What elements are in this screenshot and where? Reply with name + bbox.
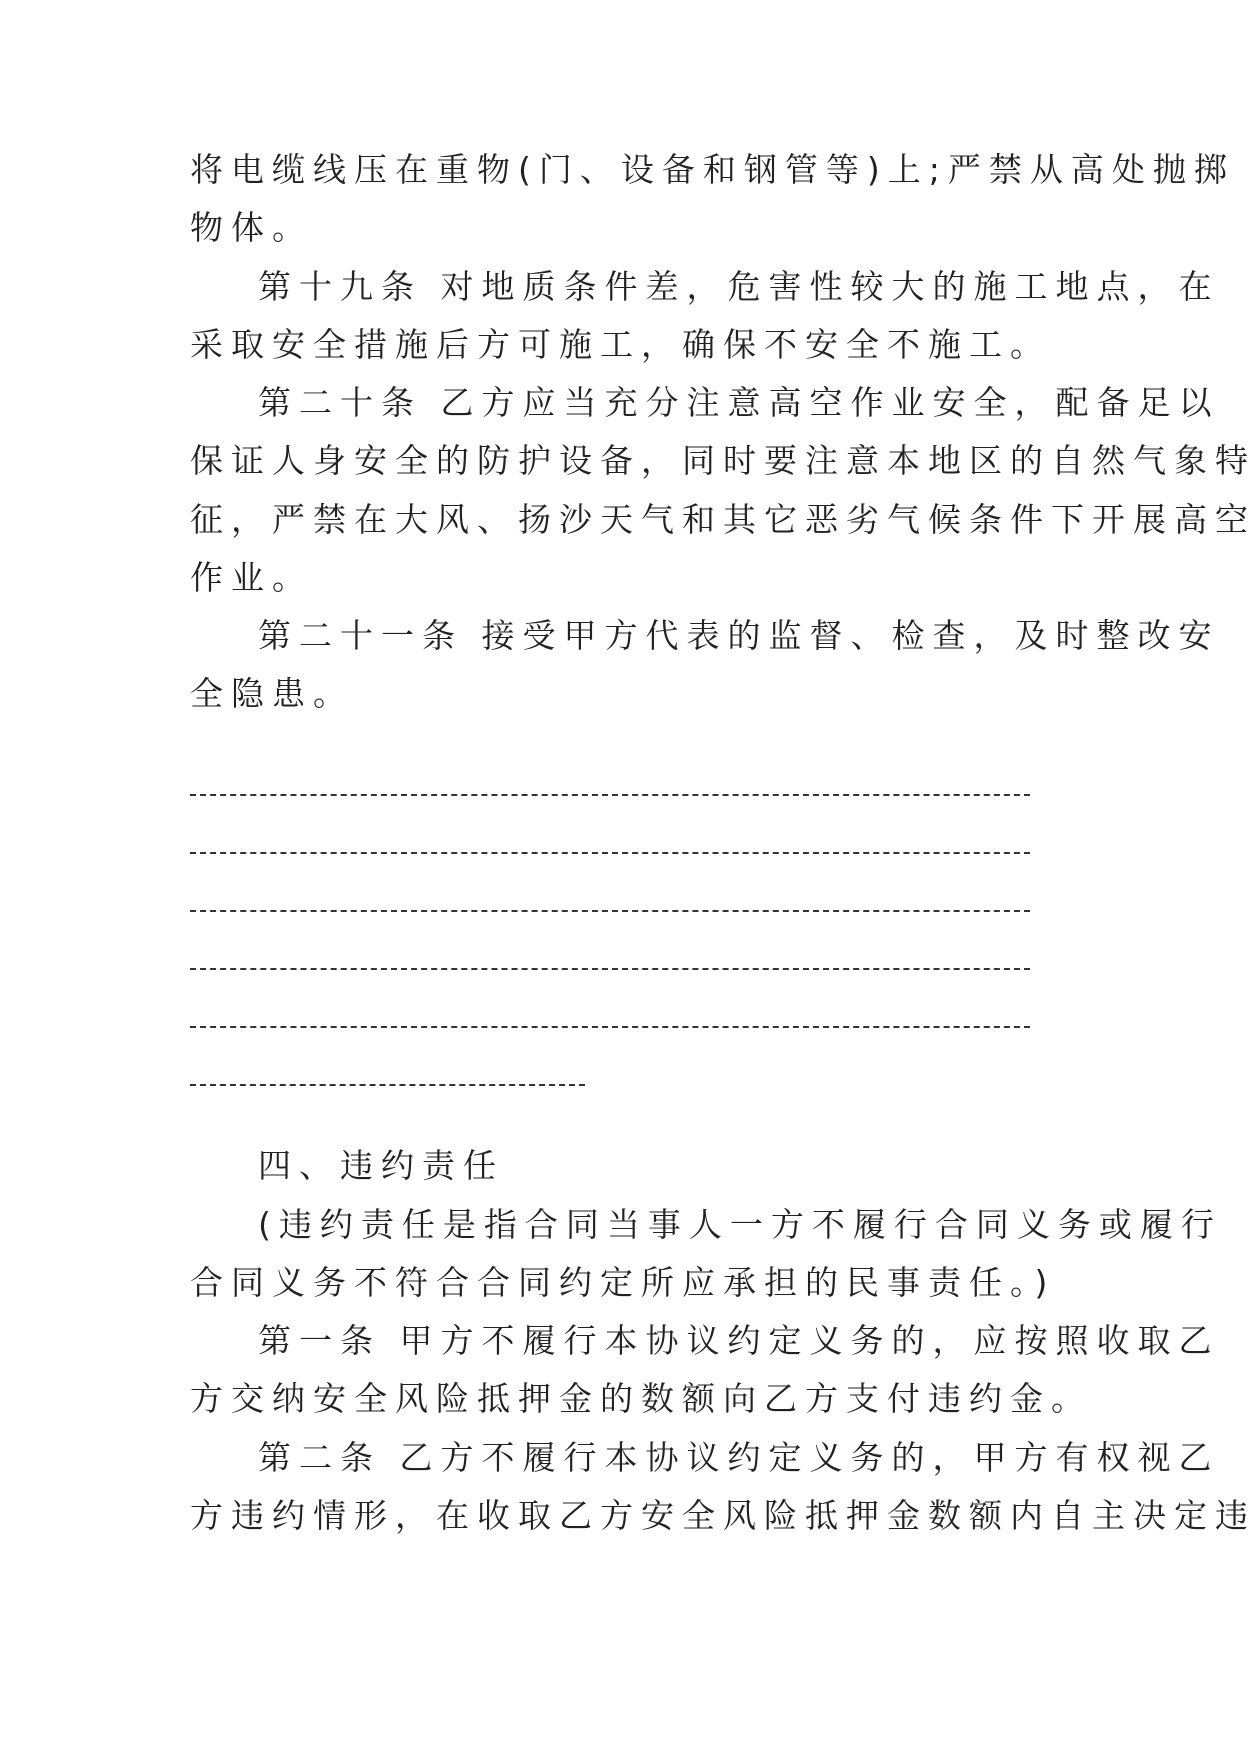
body-line: 采取安全措施后方可施工，确保不安全不施工。: [190, 325, 1051, 364]
body-line: 作业。: [190, 558, 313, 597]
body-line: 将电缆线压在重物(门、设备和钢管等)上;严禁从高处抛掷: [190, 150, 1235, 189]
blank-rule: [190, 794, 1030, 796]
article-2-line: 第二条 乙方不履行本协议约定义务的，甲方有权视乙: [258, 1438, 1220, 1477]
body-line: 方违约情形，在收取乙方安全风险抵押金数额内自主决定违: [190, 1496, 1256, 1535]
article-1-line: 第一条 甲方不履行本协议约定义务的，应按照收取乙: [258, 1321, 1220, 1360]
blank-rule: [190, 968, 1030, 970]
blank-rule: [190, 1026, 1030, 1028]
body-line: 全隐患。: [190, 674, 354, 713]
blank-rule: [190, 910, 1030, 912]
body-line: 征，严禁在大风、扬沙天气和其它恶劣气候条件下开展高空: [190, 500, 1256, 539]
body-line: 保证人身安全的防护设备，同时要注意本地区的自然气象特: [190, 441, 1256, 480]
body-line: 合同义务不符合合同约定所应承担的民事责任。): [190, 1263, 1056, 1302]
section-title: 四、违约责任: [258, 1146, 504, 1185]
blank-rule: [190, 852, 1030, 854]
article-21-line: 第二十一条 接受甲方代表的监督、检查，及时整改安: [258, 616, 1220, 655]
article-20-line: 第二十条 乙方应当充分注意高空作业安全，配备足以: [258, 383, 1220, 422]
body-line: 物体。: [190, 208, 313, 247]
body-line: (违约责任是指合同当事人一方不履行合同义务或履行: [258, 1205, 1222, 1244]
body-line: 方交纳安全风险抵押金的数额向乙方支付违约金。: [190, 1379, 1092, 1418]
blank-rule: [190, 1084, 585, 1086]
article-19-line: 第十九条 对地质条件差，危害性较大的施工地点，在: [258, 267, 1220, 306]
